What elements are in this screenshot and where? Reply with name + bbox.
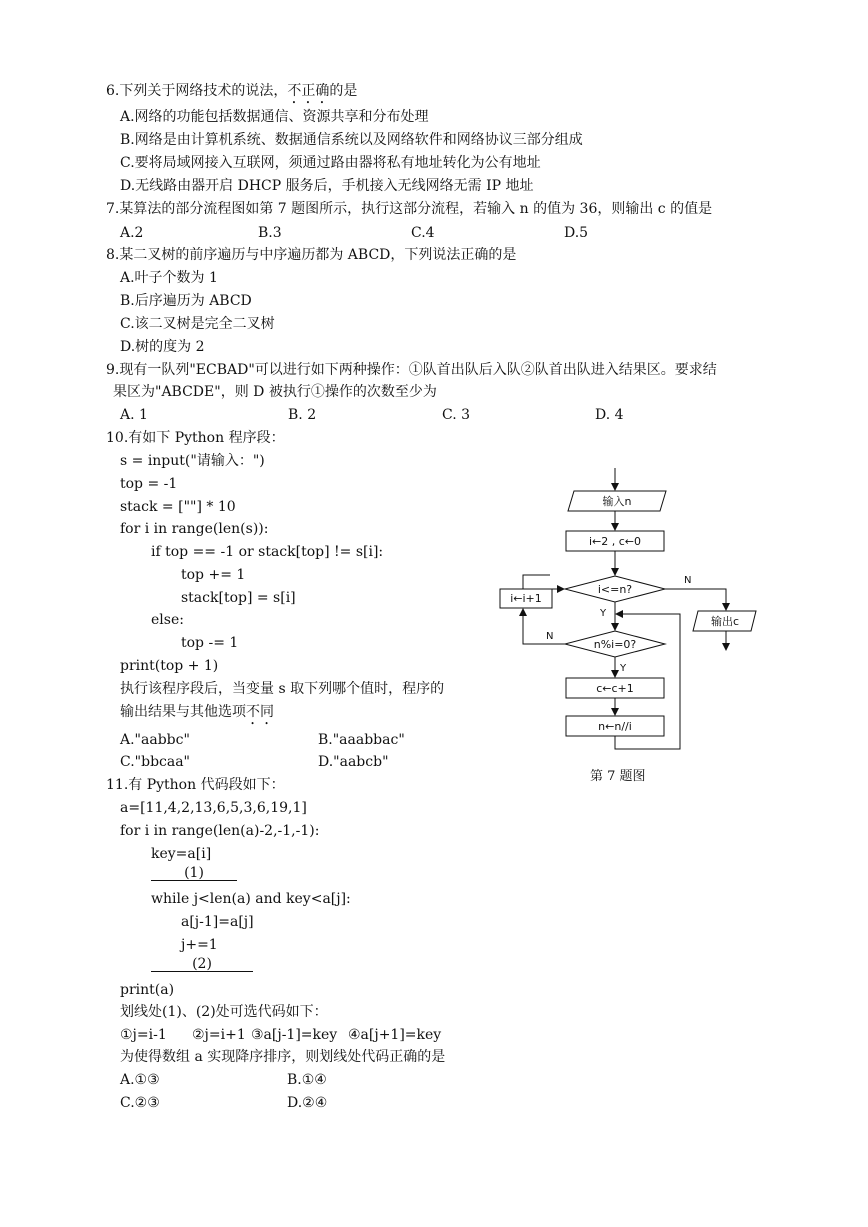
q9-stem-line1: 9.现有一队列"ECBAD"可以进行如下两种操作：①队首出队后入队②队首出队进入结果区。要求结 xyxy=(106,362,717,378)
flow-input-label: 输入n xyxy=(602,495,632,508)
flow-output-label: 输出c xyxy=(710,615,740,628)
q10-option-d: D."aabcb" xyxy=(318,754,389,770)
flowchart xyxy=(490,462,770,792)
q11-choices-intro: 划线处(1)、(2)处可选代码如下： xyxy=(120,1004,328,1020)
arrow-no xyxy=(523,609,565,644)
flow-yes-label: Y xyxy=(600,608,607,619)
q10-question-emphasis: 不同 xyxy=(246,704,274,720)
q6-stem-emphasis: 不正确 xyxy=(287,83,330,99)
q11-code-line: a[j-1]=a[j] xyxy=(181,914,254,930)
q10-code-line: s = input("请输入：") xyxy=(120,453,265,469)
q11-option-c: C.②③ xyxy=(120,1095,160,1111)
q8-option-c: C.该二叉树是完全二叉树 xyxy=(120,316,275,332)
q8-option-a: A.叶子个数为 1 xyxy=(120,270,218,286)
blank-1-label: (1) xyxy=(151,864,237,881)
q10-code-line: top += 1 xyxy=(181,567,246,583)
q11-code-line: for i in range(len(a)-2,-1,-1): xyxy=(120,823,320,839)
q11-blank-2 xyxy=(151,955,253,973)
flow-no-label: N xyxy=(684,575,692,586)
q11-option-a: A.①③ xyxy=(120,1072,160,1088)
q11-code-line: key=a[i] xyxy=(151,846,212,862)
loop-line xyxy=(523,575,550,589)
q10-question-text: 输出结果与其他选项 xyxy=(120,704,246,720)
q10-code-line: stack = [""] * 10 xyxy=(120,499,236,515)
q6-stem-text: 6.下列关于网络技术的说法， xyxy=(106,83,288,99)
q10-code-line: print(top + 1) xyxy=(120,658,219,674)
q9-stem-line2: 果区为"ABCDE"，则 D 被执行①操作的次数至少为 xyxy=(113,384,437,400)
flow-cond2-label: n%i=0? xyxy=(593,638,637,651)
q11-code-line: print(a) xyxy=(120,982,175,998)
q9-option-b: B. 2 xyxy=(288,407,317,423)
q7-option-c: C.4 xyxy=(411,225,435,241)
q9-option-a: A. 1 xyxy=(120,407,148,423)
blank-2-label: (2) xyxy=(151,955,253,972)
q6-stem xyxy=(106,82,357,107)
figure-caption: 第 7 题图 xyxy=(590,769,646,784)
q11-choice-4: ④a[j+1]=key xyxy=(348,1027,442,1043)
q10-code-line: else: xyxy=(151,612,184,628)
flow-incr-c-label: c←c+1 xyxy=(596,682,634,695)
q11-question: 为使得数组 a 实现降序排序，则划线处代码正确的是 xyxy=(120,1049,446,1065)
q7-option-a: A.2 xyxy=(120,225,144,241)
q10-code-line: top -= 1 xyxy=(181,635,239,651)
q10-question-line2 xyxy=(120,703,274,728)
q10-code-line: if top == -1 or stack[top] != s[i]: xyxy=(151,544,384,560)
q11-blank-1 xyxy=(151,864,237,882)
q7-stem: 7.某算法的部分流程图如第 7 题图所示，执行这部分流程，若输入 n 的值为 36，则输出 c 的值是 xyxy=(106,201,713,217)
q10-code-line: for i in range(len(s)): xyxy=(120,521,269,537)
q10-stem: 10.有如下 Python 程序段： xyxy=(106,430,285,446)
q11-stem: 11.有 Python 代码段如下： xyxy=(106,777,285,793)
q11-choice-1: ①j=i-1 xyxy=(120,1027,167,1043)
q11-option-b: B.①④ xyxy=(287,1072,327,1088)
q10-question-line1: 执行该程序段后，当变量 s 取下列哪个值时，程序的 xyxy=(120,681,445,697)
q11-code-line: a=[11,4,2,13,6,5,3,6,19,1] xyxy=(120,800,307,816)
q10-code-line: stack[top] = s[i] xyxy=(181,590,296,606)
flow-cond1-label: i<=n? xyxy=(597,583,633,596)
q7-option-d: D.5 xyxy=(564,225,589,241)
q9-option-d: D. 4 xyxy=(595,407,624,423)
q10-code-line: top = -1 xyxy=(120,476,178,492)
flow-incr-i-label: i←i+1 xyxy=(510,592,542,605)
q11-choice-3: ③a[j-1]=key xyxy=(251,1027,338,1043)
q8-option-b: B.后序遍历为 ABCD xyxy=(120,293,252,309)
q8-option-d: D.树的度为 2 xyxy=(120,339,205,355)
q7-option-b: B.3 xyxy=(258,225,282,241)
q11-option-d: D.②④ xyxy=(287,1095,328,1111)
q10-option-a: A."aabbc" xyxy=(120,732,190,748)
flow-no-label-2: N xyxy=(546,631,554,642)
arrow-no-exit xyxy=(665,589,726,610)
q9-option-c: C. 3 xyxy=(442,407,471,423)
q10-option-c: C."bbcaa" xyxy=(120,754,190,770)
q6-stem-suffix: 的是 xyxy=(329,83,358,99)
q6-option-d: D.无线路由器开启 DHCP 服务后，手机接入无线网络无需 IP 地址 xyxy=(120,178,534,194)
flow-init-label: i←2 , c←0 xyxy=(588,535,642,548)
flow-yes-label-2: Y xyxy=(620,663,627,674)
q10-option-b: B."aaabbac" xyxy=(318,732,405,748)
q6-option-b: B.网络是由计算机系统、数据通信系统以及网络软件和网络协议三部分组成 xyxy=(120,132,583,148)
q11-code-line: j+=1 xyxy=(181,937,218,953)
q6-option-c: C.要将局域网接入互联网，须通过路由器将私有地址转化为公有地址 xyxy=(120,155,541,171)
flow-div-n-label: n←n//i xyxy=(598,720,632,733)
q6-option-a: A.网络的功能包括数据通信、资源共享和分布处理 xyxy=(120,109,429,125)
q11-choice-2: ②j=i+1 xyxy=(192,1027,246,1043)
q8-stem: 8.某二叉树的前序遍历与中序遍历都为 ABCD，下列说法正确的是 xyxy=(106,247,517,263)
q11-code-line: while j<len(a) and key<a[j]: xyxy=(151,891,351,907)
